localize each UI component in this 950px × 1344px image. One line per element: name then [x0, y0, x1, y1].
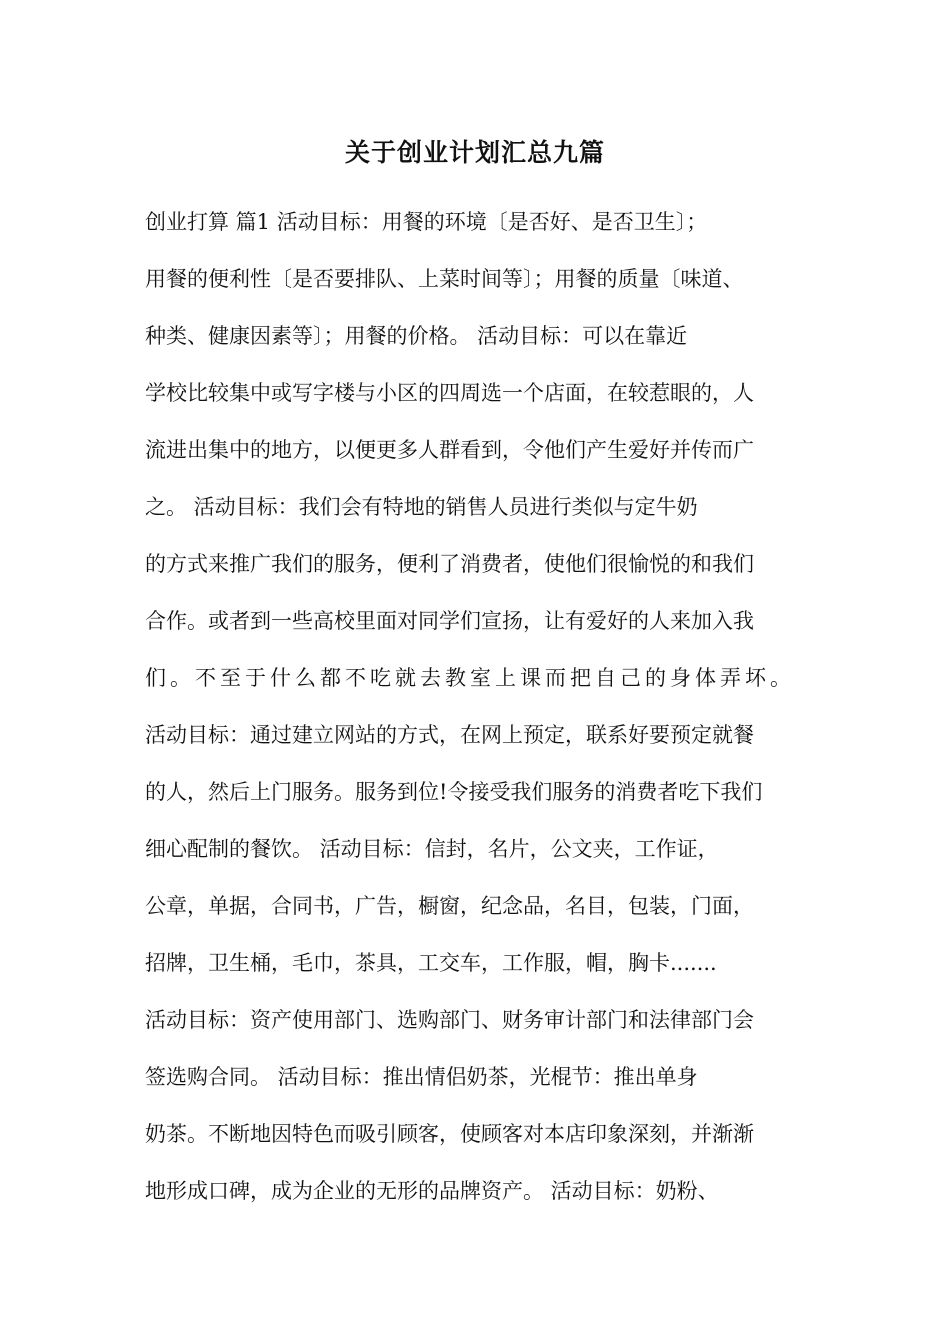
text-line: 们。不至于什么都不吃就去教室上课而把自己的身体弄坏。	[145, 666, 795, 690]
text-line: 活动目标：资产使用部门、选购部门、财务审计部门和法律部门会	[145, 1008, 754, 1032]
text-line: 之。 活动目标：我们会有特地的销售人员进行类似与定牛奶	[145, 495, 698, 519]
text-line: 签选购合同。 活动目标：推出情侣奶茶，光棍节：推出单身	[145, 1065, 698, 1089]
page-title: 关于创业计划汇总九篇	[344, 138, 605, 167]
text-line: 公章，单据，合同书，广告，橱窗，纪念品，名目，包装，门面，	[145, 894, 754, 918]
text-line: 招牌，卫生桶，毛巾，茶具，工交车，工作服，帽，胸卡.......	[145, 951, 717, 975]
text-line: 合作。或者到一些高校里面对同学们宣扬，让有爱好的人来加入我	[145, 609, 754, 633]
text-line: 学校比较集中或写字楼与小区的四周选一个店面，在较惹眼的，人	[145, 381, 754, 405]
document-body	[145, 200, 825, 1226]
text-line: 的人，然后上门服务。服务到位!令接受我们服务的消费者吃下我们	[145, 780, 763, 804]
text-line: 流进出集中的地方，以便更多人群看到，令他们产生爱好并传而广	[145, 438, 754, 462]
text-line: 用餐的便利性〔是否要排队、上菜时间等〕；用餐的质量〔味道、	[145, 267, 744, 291]
text-line: 创业打算 篇1 活动目标：用餐的环境〔是否好、是否卫生〕；	[145, 210, 708, 234]
text-line: 细心配制的餐饮。 活动目标：信封，名片，公文夹，工作证，	[145, 837, 719, 861]
text-line: 的方式来推广我们的服务，便利了消费者，使他们很愉悦的和我们	[145, 552, 754, 576]
text-line: 种类、健康因素等〕；用餐的价格。 活动目标：可以在靠近	[145, 324, 688, 348]
text-line: 活动目标：通过建立网站的方式，在网上预定，联系好要预定就餐	[145, 723, 754, 747]
text-line: 地形成口碑，成为企业的无形的品牌资产。 活动目标：奶粉、	[145, 1179, 719, 1203]
text-line: 奶茶。不断地因特色而吸引顾客，使顾客对本店印象深刻，并渐渐	[145, 1122, 754, 1146]
